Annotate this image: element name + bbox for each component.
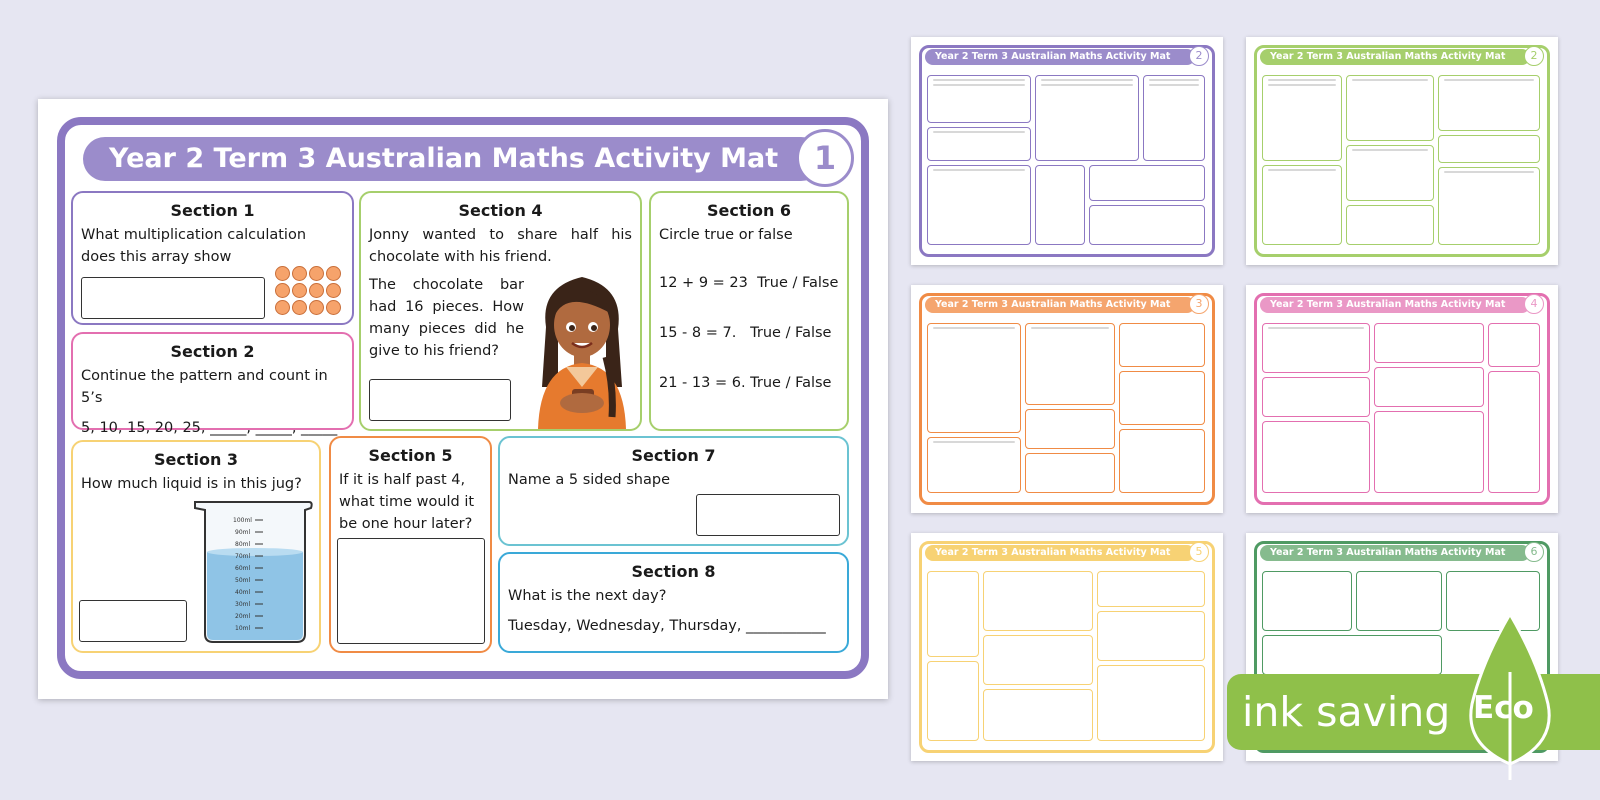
answer-box[interactable] [369,379,511,421]
thumbnail-section [1035,165,1085,245]
answer-box[interactable] [337,538,485,644]
thumbnail-badge: 4 [1524,294,1544,314]
scale-label-70: 70ml [235,553,251,560]
scale-label-30: 30ml [235,601,251,608]
thumbnail-section [1119,371,1205,425]
thumbnail-section [983,689,1093,741]
thumbnail-mat-3[interactable] [911,285,1223,513]
scale-label-80: 80ml [235,541,251,548]
thumbnail-section [927,437,1021,493]
thumbnail-mat-2[interactable] [911,37,1223,265]
thumbnail-section [1374,411,1484,493]
answer-box[interactable] [696,494,840,536]
girl-character-image [526,267,638,429]
mat-number-badge: 1 [796,129,854,187]
scale-label-10: 10ml [235,625,251,632]
thumbnail-badge: 2 [1189,46,1209,66]
section-question: If it is half past 4, what time would it be one hour later? [339,472,475,532]
thumbnail-mat-4[interactable] [1246,285,1558,513]
thumbnail-section [1374,323,1484,363]
thumbnail-section [1488,323,1540,367]
thumbnail-section [927,127,1031,161]
thumbnail-section [1089,205,1205,245]
thumbnail-section [927,571,979,657]
thumbnail-section [1356,571,1442,631]
thumbnail-title: Year 2 Term 3 Australian Maths Activity Mat [925,49,1195,65]
thumbnail-section [1262,75,1342,161]
section-heading: Section 4 [458,201,543,220]
thumbnail-section [1097,571,1205,607]
answer-box[interactable] [81,277,265,319]
thumbnail-mat-5[interactable] [911,533,1223,761]
thumbnail-section [1438,167,1540,245]
scale-label-50: 50ml [235,577,251,584]
section-1 [71,191,354,325]
thumbnail-section [1488,371,1540,493]
thumbnail-badge: 2 [1524,46,1544,66]
thumbnail-badge: 6 [1524,542,1544,562]
section-question: Name a 5 sided shape [508,472,670,488]
thumbnail-section [927,165,1031,245]
thumbnail-title: Year 2 Term 3 Australian Maths Activity Mat [925,297,1195,313]
thumbnail-section [927,323,1021,433]
scale-label-60: 60ml [235,565,251,572]
section-question-detail: The chocolate bar had 16 pieces. How many pieces did he give to his friend? [369,277,524,359]
thumbnail-section [1025,323,1115,405]
section-question: How much liquid is in this jug? [81,476,302,492]
array-dots [275,266,341,315]
section-heading: Section 2 [170,342,255,361]
thumbnail-section [983,571,1093,631]
section-question: Continue the pattern and count in 5’s [81,368,328,406]
thumbnail-section [1089,165,1205,201]
thumbnail-section [1119,429,1205,493]
scale-label-40: 40ml [235,589,251,596]
section-question: Circle true or false [659,227,793,243]
thumbnail-section [1143,75,1205,161]
thumbnail-title: Year 2 Term 3 Australian Maths Activity Mat [1260,49,1530,65]
mat-title: Year 2 Term 3 Australian Maths Activity Mat [83,137,823,181]
answer-line[interactable]: Tuesday, Wednesday, Thursday, ___________ [508,618,826,634]
thumbnail-section [1346,75,1434,141]
true-false-item[interactable]: 15 - 8 = 7. True / False [659,325,832,341]
thumbnail-title: Year 2 Term 3 Australian Maths Activity Mat [925,545,1195,561]
pattern-sequence: 5, 10, 15, 20, 25, _____, _____, _____ [81,420,338,436]
measuring-jug-image [191,496,317,646]
section-8 [498,552,849,653]
thumbnail-section [927,75,1031,123]
activity-mat-1 [38,99,888,699]
section-heading: Section 6 [706,201,792,220]
section-question: Jonny wanted to share half his chocolate with his friend. [369,227,632,265]
thumbnail-section [983,635,1093,685]
section-heading: Section 1 [170,201,255,220]
section-question: What multiplication calculation does this array show [81,227,307,265]
thumbnail-section [1035,75,1139,161]
thumbnail-section [1262,635,1442,675]
thumbnail-section [1262,571,1352,631]
thumbnail-section [1025,409,1115,449]
section-heading: Section 3 [153,450,239,469]
thumbnail-section [1346,205,1434,245]
thumbnail-section [1262,421,1370,493]
thumbnail-section [1119,323,1205,367]
thumbnail-section [1025,453,1115,493]
true-false-item[interactable]: 21 - 13 = 6. True / False [659,375,832,391]
section-heading: Section 5 [368,446,453,465]
section-6 [649,191,849,431]
thumbnail-section [1262,165,1342,245]
ink-saving-label: ink saving [1242,688,1451,736]
eco-label: Eco [1473,690,1534,726]
thumbnail-badge: 5 [1189,542,1209,562]
thumbnail-section [1346,145,1434,201]
true-false-item[interactable]: 12 + 9 = 23 True / False [659,275,839,291]
thumbnail-section [1438,135,1540,163]
thumbnail-section [1097,611,1205,661]
thumbnail-section [1097,665,1205,741]
thumbnail-title: Year 2 Term 3 Australian Maths Activity Mat [1260,545,1530,561]
section-2 [71,332,354,436]
section-4 [359,191,642,431]
section-7 [498,436,849,546]
scale-label-20: 20ml [235,613,251,620]
answer-box[interactable] [79,600,187,642]
scale-label-90: 90ml [235,529,251,536]
section-heading: Section 7 [631,446,716,465]
scale-label-100: 100ml [233,517,252,524]
section-5 [329,436,492,653]
section-3 [71,440,321,653]
thumbnail-mat-2b[interactable] [1246,37,1558,265]
section-question: What is the next day? [508,588,667,604]
thumbnail-section [1262,377,1370,417]
thumbnail-badge: 3 [1189,294,1209,314]
thumbnail-section [1262,323,1370,373]
thumbnail-section [1374,367,1484,407]
thumbnail-title: Year 2 Term 3 Australian Maths Activity Mat [1260,297,1530,313]
thumbnail-section [927,661,979,741]
section-heading: Section 8 [631,562,716,581]
thumbnail-section [1438,75,1540,131]
